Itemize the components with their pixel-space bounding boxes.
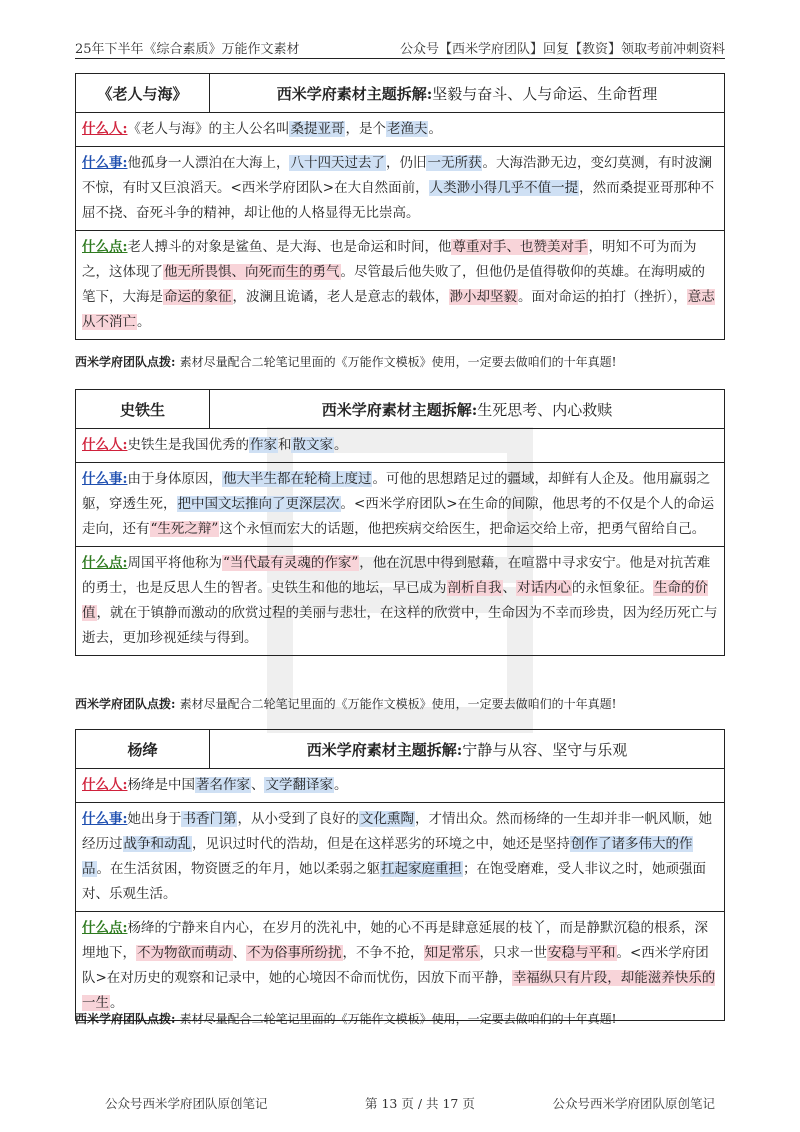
block-header [76,730,724,769]
material-block-shi-tiesheng [75,389,725,656]
body-text: 、 [502,580,516,596]
body-text: 。 [110,995,124,1011]
highlight-blue: 文化熏陶 [359,811,414,827]
highlight-pink: 命运的象征 [164,289,232,305]
page-header [75,36,725,59]
footer-left: 公众号西米学府团队原创笔记 [105,1096,268,1111]
body-text: 他孤身一人漂泊在大海上， [127,155,290,171]
body-text: ，他在沉思中得到慰藉，在喧嚣中寻求安宁。他是对抗苦难的勇士，也是反思人生的智者。史铁生和他的地坛，早已成为 [82,555,711,596]
tip-line [75,695,616,712]
body-text: ，就在于镇静而激动的欣赏过程的美丽与悲壮，在这样的欣赏中，生命因为不幸而珍贵，因为经历死亡与逝去，更加珍视延续与得到。 [82,605,718,646]
highlight-blue: 人类渺小得几乎不值一提 [429,180,579,196]
body-text: ，从小受到了良好的 [237,811,359,827]
body-text: 。尽管最后他失败了，但他仍是值得敬仰的英雄。在海明威的笔下，大海是 [82,264,705,305]
body-text: 《老人与海》的主人公名叫 [127,121,290,137]
what-label: 什么事: [82,811,128,827]
point-row [76,547,724,655]
body-text: 的永恒象征。 [572,580,653,596]
tip-line [75,353,616,370]
body-text: ，只求一世 [479,945,547,961]
body-text: ，见识过时代的浩劫，但是在这样恶劣的环境之中，她还是坚持 [192,836,570,852]
theme-text: 坚毅与奋斗、人与命运、生命哲理 [432,84,658,103]
tip-text: 素材尽量配合二轮笔记里面的《万能作文模板》使用，一定要去做咱们的十年真题! [179,1012,617,1026]
body-text: 、 [232,945,246,961]
highlight-pink: 渺小却坚毅 [449,289,517,305]
material-block-old-man-and-sea [75,73,725,340]
material-name: 杨绛 [76,730,210,768]
what-label: 什么事: [82,471,128,487]
who-label: 什么人: [82,777,128,793]
body-text: 。<西米学府团队>在对历史的观察和记录中，她的心境因不命而忧伤，因放下而平静， [82,945,709,986]
body-text: 。面对命运的拍打（挫折）， [518,289,687,305]
body-text: 这个永恒而宏大的话题，他把疾病交给医生，把命运交给上帝，把勇气留给自己。 [219,521,706,537]
highlight-pink: 不为物欲而萌动 [137,945,232,961]
body-text: 杨绛是中国 [127,777,195,793]
body-text: ，明知不可为而为之，这体现了 [82,239,697,280]
who-row [76,113,724,147]
highlight-blue: 创作了诸多伟大的作品 [82,836,693,877]
theme-cell [210,74,724,112]
material-name: 史铁生 [76,390,210,428]
header-left: 25年下半年《综合素质》万能作文素材 [75,42,300,57]
body-text: ，然而桑提亚哥那种不屈不挠、奋死斗争的精神，却让他的人格显得无比崇高。 [82,180,715,221]
material-block-yang-jiang [75,729,725,1021]
highlight-blue: 他大半生都在轮椅上度过 [222,471,372,487]
page-number: 第 13 页 / 共 17 页 [365,1096,475,1111]
theme-label: 西米学府素材主题拆解: [276,84,433,103]
highlight-pink: 剖析自我 [447,580,502,596]
highlight-pink: 知足常乐 [424,945,479,961]
theme-cell [210,390,724,428]
point-row [76,912,724,1020]
who-label: 什么人: [82,437,128,453]
who-label: 什么人: [82,121,128,137]
highlight-pink: 尊重对手、也赞美对手 [452,239,588,255]
highlight-pink: 幸福纵只有片段，却能滋养快乐的一生 [82,970,716,1011]
highlight-pink: “当代最有灵魂的作家” [222,555,359,571]
header-right: 公众号【西米学府团队】回复【教资】领取考前冲刺资料 [399,42,725,57]
body-text: ；在饱受磨难，受人非议之时，她顽强面对、乐观生活。 [82,861,706,902]
body-text: 她出身于 [127,811,182,827]
body-text: 老人搏斗的对象是鲨鱼、是大海、也是命运和时间，他 [127,239,452,255]
footer-right: 公众号西米学府团队原创笔记 [552,1096,715,1111]
body-text: 。 [333,777,348,793]
highlight-blue: 八十四天过去了 [290,155,385,171]
point-label: 什么点: [82,555,128,571]
tip-line [75,1010,616,1027]
theme-label: 西米学府素材主题拆解: [306,740,463,759]
body-text: 。 [333,437,348,453]
block-header [76,390,724,429]
body-text: 。 [137,314,151,330]
body-text: 和 [277,437,292,453]
what-row [76,147,724,231]
highlight-blue: 把中国文坛推向了更深层次 [177,496,340,512]
body-text: ，仍旧 [385,155,427,171]
theme-text: 生死思考、内心救赎 [477,400,613,419]
highlight-blue: 一无所获 [427,155,482,171]
highlight-pink: 安稳与平和 [548,945,616,961]
tip-lead: 西米学府团队点拨: [75,355,176,369]
highlight-blue: 桑提亚哥 [290,121,345,137]
body-text: ，才情出众。然而杨绛的一生却并非一帆风顺，她经历过 [82,811,712,852]
who-row [76,769,724,803]
highlight-blue: 散文家 [292,437,333,453]
body-text: ，不争不抢， [342,945,424,961]
highlight-blue: 战争和动乱 [123,836,191,852]
highlight-pink: 对话内心 [517,580,571,596]
theme-cell [210,730,724,768]
body-text: 。可他的思想踏足过的疆域，却鲜有人企及。他用羸弱之躯，穿透生死， [82,471,710,512]
material-name: 《老人与海》 [76,74,210,112]
body-text: 杨绛的宁静来自内心，在岁月的洗礼中，她的心不再是肆意延展的枝丫，而是静默沉稳的根系，深埋地下， [82,920,708,961]
body-text: 。 [428,121,442,137]
body-text: 周国平将他称为 [127,555,222,571]
what-row [76,463,724,547]
body-text: ，波澜且诡谲，老人是意志的载体， [232,289,449,305]
highlight-pink: 意志从不消亡 [82,289,715,330]
tip-text: 素材尽量配合二轮笔记里面的《万能作文模板》使用，一定要去做咱们的十年真题! [179,355,617,369]
body-text: ，是个 [345,121,386,137]
body-text: 。大海浩渺无边，变幻莫测，有时波澜不惊，有时又巨浪滔天。<西米学府团队>在大自然面前， [82,155,712,196]
point-label: 什么点: [82,239,128,255]
what-row [76,803,724,912]
point-label: 什么点: [82,920,128,936]
tip-lead: 西米学府团队点拨: [75,1012,176,1026]
tip-text: 素材尽量配合二轮笔记里面的《万能作文模板》使用，一定要去做咱们的十年真题! [179,697,617,711]
highlight-pink: 不为俗事所纷扰 [247,945,342,961]
highlight-pink: 他无所畏惧、向死而生的勇气 [164,264,340,280]
point-row [76,231,724,339]
body-text: 。<西米学府团队>在生命的间隙，他思考的不仅是个人的命运走向，还有 [82,496,715,537]
body-text: 由于身体原因， [127,471,222,487]
who-row [76,429,724,463]
theme-text: 宁静与从容、坚守与乐观 [462,740,628,759]
tip-lead: 西米学府团队点拨: [75,697,176,711]
body-text: 、 [250,777,265,793]
highlight-blue: 作家 [249,437,277,453]
block-header [76,74,724,113]
highlight-blue: 老渔夫 [386,121,428,137]
highlight-pink: “生死之辩” [150,521,219,537]
body-text: 。在生活贫困，物资匮乏的年月，她以柔弱之躯 [96,861,380,877]
highlight-blue: 书香门第 [182,811,237,827]
theme-label: 西米学府素材主题拆解: [321,400,478,419]
highlight-blue: 文学翻译家 [265,777,333,793]
highlight-blue: 著名作家 [195,777,250,793]
what-label: 什么事: [82,155,128,171]
highlight-blue: 扛起家庭重担 [381,861,462,877]
highlight-pink: 生命的价值 [82,580,708,621]
body-text: 史铁生是我国优秀的 [127,437,249,453]
